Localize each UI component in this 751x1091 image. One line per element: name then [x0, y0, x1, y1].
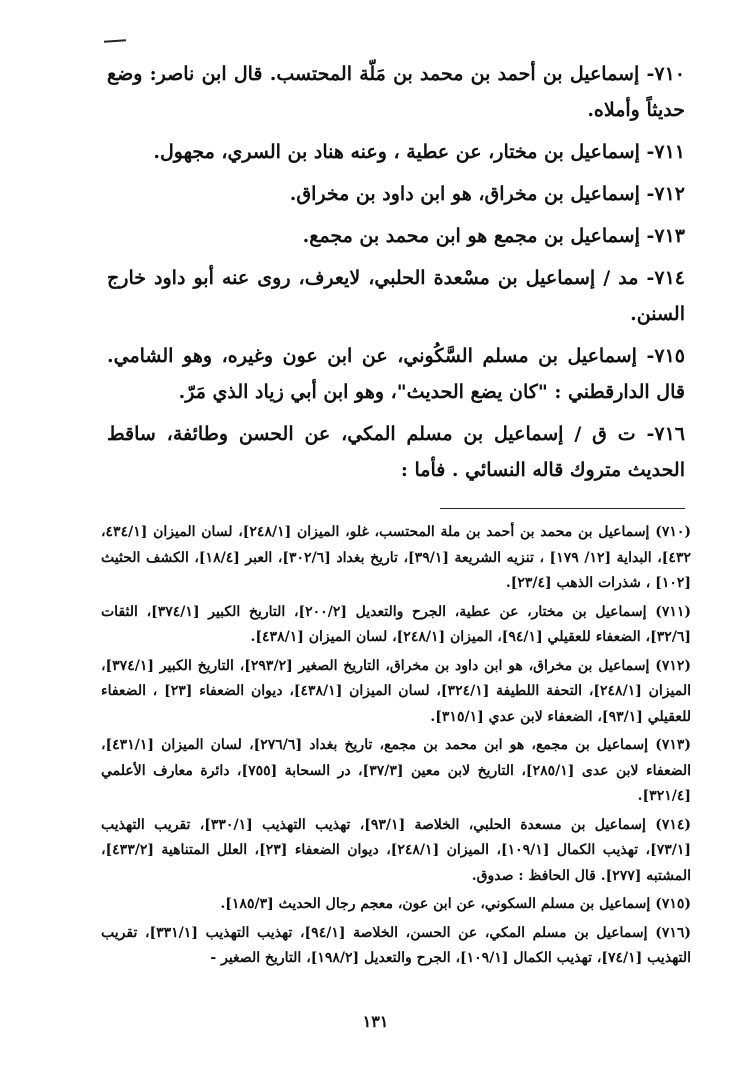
- footnote-text: إسماعيل بن مسعدة الحلبي، الخلاصة [٩٣/١]، تهذيب التهذيب [٣٣٠/١]، تقريب التهذيب [٧٣/١]، تهذيب الكمال [١٠٩/١]، الميزان [٢٤٨/١]، ديوان الضعفاء [٢٣]، العلل المتناهية [٤٣٣/٢]، المشتبه [٢٧٧]. قال الحافظ : صدوق.: [101, 816, 691, 884]
- entry-number: ٧١١-: [646, 141, 685, 163]
- entry-710: [107, 56, 685, 128]
- entry-715: [107, 338, 685, 410]
- footnote-715: [101, 892, 691, 918]
- footnote-712: [101, 654, 691, 731]
- footnote-number: (٧١٥): [655, 896, 691, 912]
- entry-712: [107, 176, 685, 212]
- entry-text: إسماعيل بن مخراق، هو ابن داود بن مخراق.: [289, 183, 640, 205]
- footnote-711: [101, 600, 691, 651]
- footnote-text: إسماعيل بن مسلم السكوني، عن ابن عون، معجم رجال الحديث [١٨٥/٣].: [220, 896, 651, 912]
- footnote-number: (٧١٦): [655, 924, 691, 941]
- entry-text: إسماعيل بن أحمد بن محمد بن مَلّة المحتسب. قال ابن ناصر: وضع حديثاً وأملاه.: [107, 63, 685, 121]
- footnote-text: إسماعيل بن مجمع، هو ابن محمد بن مجمع، تاريخ بغداد [٢٧٦/٦]، لسان الميزان [٤٣١/١]، الضعفاء لابن عدى [٢٨٥/١]، التاريخ لابن معين [٣٧/٣]، در السحابة [٧٥٥]، دائرة معارف الأعلمي [٣٢١/٤].: [101, 737, 692, 804]
- entry-text: إسماعيل بن مختار، عن عطية ، وعنه هناد بن السري، مجهول.: [153, 141, 640, 163]
- footnote-714: [101, 813, 691, 890]
- footnotes: [101, 520, 691, 975]
- entry-number: ٧١٦-: [646, 423, 685, 445]
- entry-714: [107, 260, 685, 332]
- footnote-text: إسماعيل بن مسلم المكي، عن الحسن، الخلاصة [٩٤/١]، تهذيب التهذيب [٣٣١/١]، تقريب التهذيب [٧٤/١]، تهذيب الكمال [١٠٩/١]، الجرح والتعديل [١٩٨/٢]، التاريخ الصغير -: [101, 924, 691, 966]
- entry-number: ٧١٠-: [646, 63, 685, 85]
- footnote-divider: [440, 508, 685, 509]
- main-entries: [107, 56, 685, 494]
- footnote-number: (٧١٤): [655, 816, 692, 833]
- entry-text: ت ق / إسماعيل بن مسلم المكي، عن الحسن وطائفة، ساقط الحديث متروك قاله النسائي . فأما :: [107, 423, 685, 481]
- entry-number: ٧١٤-: [646, 267, 685, 289]
- page-number: ١٣١: [362, 1012, 389, 1031]
- entry-716: [107, 416, 685, 488]
- entry-711: [107, 134, 685, 170]
- footnote-710: [101, 520, 691, 597]
- footnote-number: (٧١٠): [655, 524, 691, 540]
- entry-number: ٧١٣-: [646, 225, 685, 247]
- footnote-text: إسماعيل بن مخراق، هو ابن داود بن مخراق، التاريخ الصغير [٢٩٣/٢]، التاريخ الكبير [٣٧٤/١]، الميزان [٢٤٨/١]، التحفة اللطيفة [٣٢٤/١]، لسان الميزان [٤٣٨/١]، ديوان الضعفاء [٢٣] ، الضعفاء للعقيلي [٩٣/١]، الضعفاء لابن عدي [٣١٥/١].: [101, 657, 692, 725]
- entry-number: ٧١٢-: [646, 183, 685, 205]
- footnote-text: إسماعيل بن مختار، عن عطية، الجرح والتعديل [٢٠٠/٢]، التاريخ الكبير [٣٧٤/١]، الثقات [٣٢/٦]، الضعفاء للعقيلي [٩٤/١]، الميزان [٢٤٨/١]، لسان الميزان [٤٣٨/١].: [101, 603, 691, 645]
- footnote-number: (٧١١): [655, 603, 692, 620]
- entry-text: إسماعيل بن مسلم السَّكُوني، عن ابن عون وغيره، وهو الشامي. قال الدارقطني : "كان يضع الحديث"، وهو ابن أبي زياد الذي مَرّ.: [107, 345, 685, 403]
- entry-number: ٧١٥-: [646, 345, 685, 367]
- entry-text: إسماعيل بن مجمع هو ابن محمد بن مجمع.: [302, 225, 640, 247]
- footnote-713: [101, 733, 691, 810]
- page-corner-mark: [104, 39, 126, 43]
- footnote-number: (٧١٢): [655, 657, 692, 674]
- footnote-text: إسماعيل بن محمد بن أحمد بن ملة المحتسب، غلو، الميزان [٢٤٨/١]، لسان الميزان [٤٣٤/١، ٤٣٢]، البداية [١٢/ ١٧٩] ، تنزيه الشريعة [٣٩/١]، تاريخ بغداد [٣٠٢/٦]، العبر [١٨/٤]، الكشف الحثيث [١٠٢] ، شذرات الذهب [٢٣/٤].: [101, 524, 691, 591]
- entry-text: مد / إسماعيل بن مسْعدة الحلبي، لايعرف، روى عنه أبو داود خارج السنن.: [107, 267, 685, 325]
- footnote-716: [101, 921, 691, 972]
- entry-713: [107, 218, 685, 254]
- footnote-number: (٧١٣): [655, 737, 692, 753]
